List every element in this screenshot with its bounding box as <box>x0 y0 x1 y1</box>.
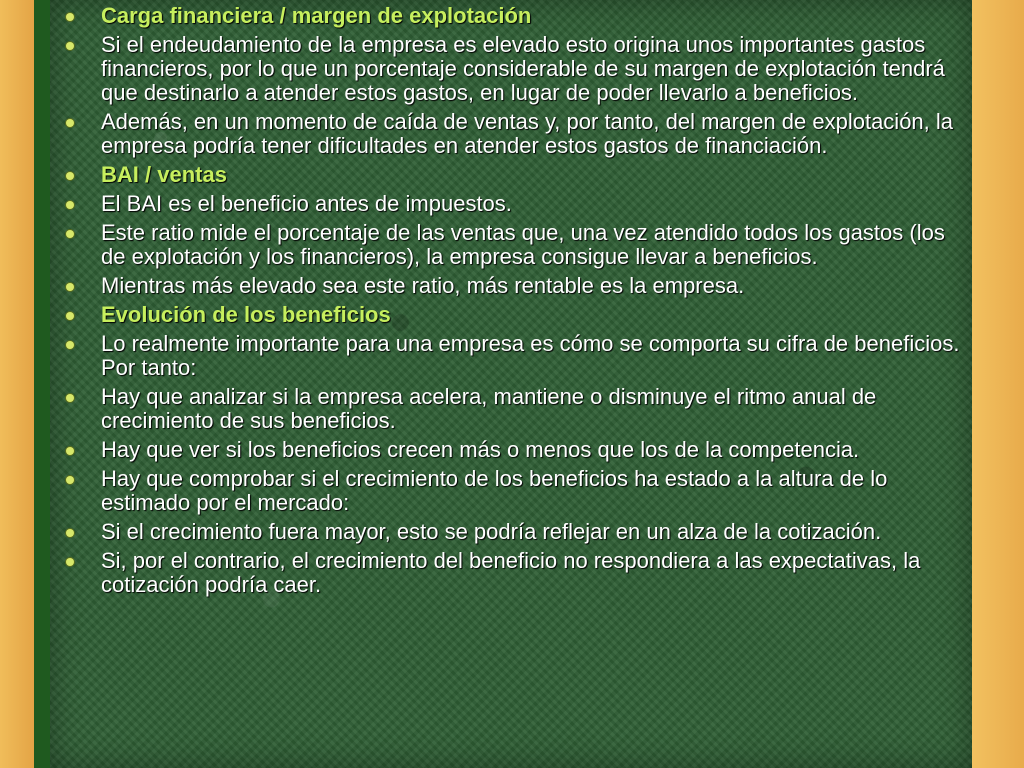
bullet-item <box>58 192 963 216</box>
bullet-text: Evolución de los beneficios <box>101 302 391 327</box>
bullet-text: Este ratio mide el porcentaje de las ventas que, una vez atendido todos los gastos (los de explotación y los financieros), la empresa consigue llevar a beneficios. <box>101 220 945 269</box>
left-green-bar <box>34 0 50 768</box>
bullet-text: BAI / ventas <box>101 162 227 187</box>
bullet-dot-icon <box>66 119 74 127</box>
bullet-item-heading <box>58 4 963 28</box>
bullet-dot-icon <box>66 230 74 238</box>
bullet-dot-icon <box>66 312 74 320</box>
bullet-text: Si, por el contrario, el crecimiento del beneficio no respondiera a las expectativas, la cotización podría caer. <box>101 548 921 597</box>
bullet-text: Carga financiera / margen de explotación <box>101 3 532 28</box>
bullet-dot-icon <box>66 558 74 566</box>
bullet-text: Lo realmente importante para una empresa es cómo se comporta su cifra de beneficios. Por tanto: <box>101 331 960 380</box>
bullet-text: El BAI es el beneficio antes de impuestos. <box>101 191 512 216</box>
bullet-text: Además, en un momento de caída de ventas y, por tanto, del margen de explotación, la empresa podría tener dificultades en atender estos gastos de financiación. <box>101 109 954 158</box>
bullet-item <box>58 438 963 462</box>
bullet-dot-icon <box>66 447 74 455</box>
bullet-item <box>58 33 963 105</box>
bullet-dot-icon <box>66 529 74 537</box>
bullet-dot-icon <box>66 341 74 349</box>
bullet-item <box>58 274 963 298</box>
bullet-text: Si el crecimiento fuera mayor, esto se podría reflejar en un alza de la cotización. <box>101 519 882 544</box>
bullet-text: Si el endeudamiento de la empresa es elevado esto origina unos importantes gastos financieros, por lo que un porcentaje considerable de su margen de explotación tendrá que destinarlo a atender estos gastos, en lugar de poder llevarlo a beneficios. <box>101 32 945 105</box>
bullet-dot-icon <box>66 283 74 291</box>
bullet-dot-icon <box>66 172 74 180</box>
bullet-item-heading <box>58 163 963 187</box>
bullet-list <box>58 4 963 602</box>
bullet-text: Hay que comprobar si el crecimiento de los beneficios ha estado a la altura de lo estimado por el mercado: <box>101 466 888 515</box>
bullet-dot-icon <box>66 476 74 484</box>
bullet-item <box>58 467 963 515</box>
bullet-text: Hay que analizar si la empresa acelera, mantiene o disminuye el ritmo anual de crecimiento de sus beneficios. <box>101 384 877 433</box>
bullet-item <box>58 385 963 433</box>
bullet-dot-icon <box>66 13 74 21</box>
bullet-text: Hay que ver si los beneficios crecen más o menos que los de la competencia. <box>101 437 860 462</box>
bullet-text: Mientras más elevado sea este ratio, más rentable es la empresa. <box>101 273 745 298</box>
bullet-item-heading <box>58 303 963 327</box>
bullet-item <box>58 520 963 544</box>
bullet-dot-icon <box>66 201 74 209</box>
bullet-item <box>58 221 963 269</box>
bullet-item <box>58 549 963 597</box>
bullet-dot-icon <box>66 394 74 402</box>
bullet-item <box>58 332 963 380</box>
bullet-dot-icon <box>66 42 74 50</box>
right-background-band <box>972 0 1024 768</box>
bullet-item <box>58 110 963 158</box>
left-background-band <box>0 0 34 768</box>
